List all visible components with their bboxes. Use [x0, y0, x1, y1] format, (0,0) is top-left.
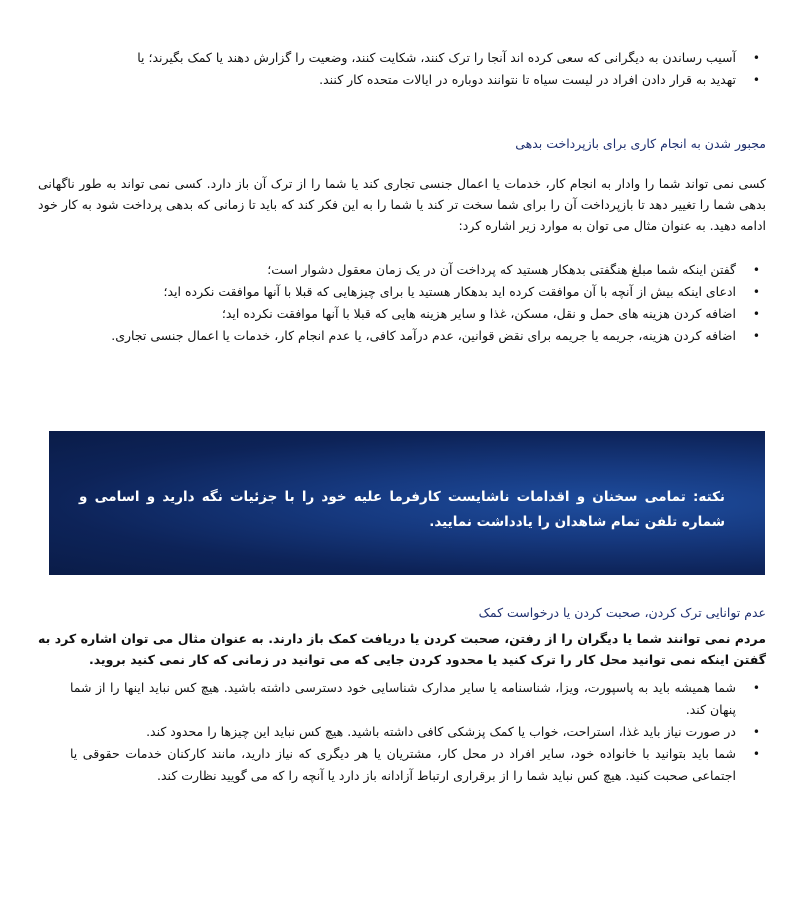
- bullet-icon: •: [752, 51, 760, 65]
- list-item-text: ادعای اینکه بیش از آنچه با آن موافقت کرده اید بدهکار هستید یا برای چیزهایی که قبلا با آنها موافقت نکرده اید؛: [163, 284, 736, 299]
- list-item: [0, 259, 804, 281]
- list-item: [0, 69, 804, 91]
- list-item-text: تهدید به قرار دادن افراد در لیست سیاه تا نتوانند دوباره در ایالات متحده کار کنند.: [319, 72, 736, 87]
- debt-examples-list: [0, 259, 804, 347]
- section-paragraph-debt: کسی نمی تواند شما را وادار به انجام کار، خدمات یا اعمال جنسی تجاری کند یا شما را از ترک آن باز دارد. کسی نمی تواند به طور ناگهانی بدهی شما را تغییر دهد تا بازپرداخت آن را برای شما سخت تر کند یا شما را به این فکر کند که باید تا زمانی که بدهی پرداخت شود به کار خود ادامه دهید. به عنوان مثال می توان به موارد زیر اشاره کرد:: [38, 176, 766, 233]
- rights-list: [0, 677, 804, 787]
- list-item: [0, 325, 804, 347]
- list-item-text: شما همیشه باید به پاسپورت، ویزا، شناسنامه یا سایر مدارک شناسایی خود دسترسی داشته باشید. هیچ کس نباید اینها را از شما پنهان کند.: [70, 680, 736, 717]
- bullet-icon: •: [752, 329, 760, 343]
- section-heading-debt: مجبور شدن به انجام کاری برای بازپرداخت بدهی: [515, 136, 766, 151]
- list-item: [0, 303, 804, 325]
- section-paragraph-leave: مردم نمی توانند شما یا دیگران را از رفتن، صحبت کردن یا دریافت کمک باز دارند. به عنوان مثال می توان اشاره کرد به گفتن اینکه نمی توانید محل کار را ترک کنید یا محدود کردن جایی که می توانید در زمانی که کار نمی کنید بروید.: [38, 631, 766, 667]
- list-item-text: آسیب رساندن به دیگرانی که سعی کرده اند آنجا را ترک کنند، شکایت کنند، وضعیت را گزارش دهند یا کمک بگیرند؛ یا: [137, 50, 736, 65]
- note-callout: [49, 431, 765, 575]
- bullet-icon: •: [752, 73, 760, 87]
- list-item: [0, 677, 804, 721]
- list-item: [0, 281, 804, 303]
- list-item-text: گفتن اینکه شما مبلغ هنگفتی بدهکار هستید که پرداخت آن در یک زمان معقول دشوار است؛: [267, 262, 736, 277]
- list-item: [0, 47, 804, 69]
- list-item: [0, 721, 804, 743]
- note-text: نکته: تمامی سخنان و اقدامات ناشایست کارفرما علیه خود را با جزئیات نگه دارید و اسامی و شماره تلفن تمام شاهدان را یادداشت نمایید.: [79, 489, 725, 530]
- bullet-icon: •: [752, 725, 760, 739]
- section-heading-leave: عدم توانایی ترک کردن، صحبت کردن یا درخواست کمک: [478, 605, 766, 620]
- list-item-text: اضافه کردن هزینه های حمل و نقل، مسکن، غذا و سایر هزینه هایی که قبلا با آنها موافقت نکرده اید؛: [221, 306, 736, 321]
- bullet-icon: •: [752, 263, 760, 277]
- bullet-icon: •: [752, 307, 760, 321]
- bullet-icon: •: [752, 285, 760, 299]
- list-item-text: اضافه کردن هزینه، جریمه یا جریمه برای نقض قوانین، عدم درآمد کافی، یا عدم انجام کار، خدمات یا اعمال جنسی تجاری.: [111, 328, 736, 343]
- bullet-icon: •: [752, 681, 760, 695]
- list-item-text: در صورت نیاز باید غذا، استراحت، خواب یا کمک پزشکی کافی داشته باشید. هیچ کس نباید این چیزها را محدود کند.: [146, 724, 736, 739]
- list-item-text: شما باید بتوانید با خانواده خود، سایر افراد در محل کار، مشتریان یا هر دیگری که نیاز دارید، مانند کارکنان خدمات حقوقی یا اجتماعی صحبت کنید. هیچ کس نباید شما را از برقراری ارتباط آزادانه باز دارد یا آنچه را که می گویید نظارت کند.: [70, 746, 736, 783]
- bullet-icon: •: [752, 747, 760, 761]
- list-item: [0, 743, 804, 787]
- threats-list: [0, 47, 804, 91]
